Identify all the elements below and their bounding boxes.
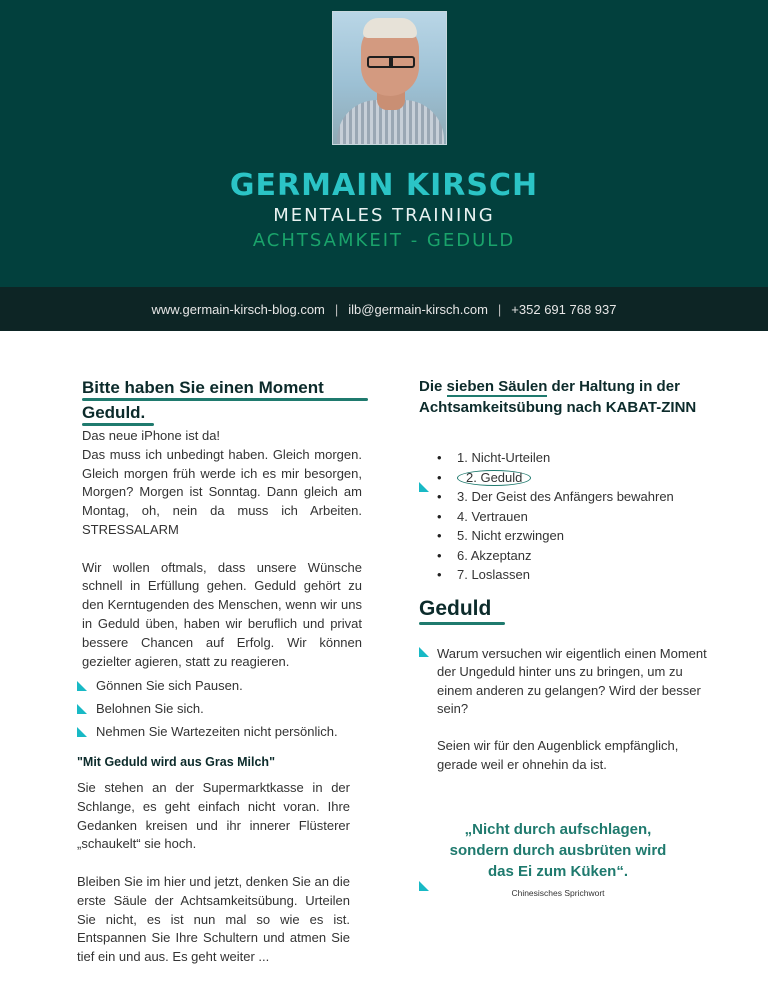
list-item-text: Nehmen Sie Wartezeiten nicht persönlich. (96, 724, 338, 740)
pillars-title-pre: Die (419, 378, 447, 395)
list-item (77, 697, 362, 720)
proverb-heading: "Mit Geduld wird aus Gras Milch" (77, 755, 275, 769)
arrow-bullet-icon (77, 681, 87, 691)
email-link[interactable]: ilb@germain-kirsch.com (348, 301, 488, 317)
left-heading-line2-wrap (82, 401, 362, 424)
pillars-block (419, 448, 719, 585)
pillars-title-highlight: sieben Säulen (446, 378, 548, 395)
here-and-now-paragraph: Bleiben Sie im hier und jetzt, denken Sie an die erste Säule der Achtsamkeitsübung. Urteilen Sie nicht, es ist nun mal so wie es ist. Entspannen Sie Ihre Schultern und atmen Sie tief ein und aus. Es geht weiter ... (77, 873, 350, 965)
spacer (82, 540, 362, 559)
arrow-bullet-icon (419, 482, 429, 492)
list-item: • 4. Vertrauen (437, 507, 719, 527)
intro-line: Das neue iPhone ist da! (82, 428, 221, 443)
list-item: • 7. Loslassen (437, 565, 719, 585)
arrow-bullet-icon (419, 647, 429, 657)
pillars-title (419, 376, 719, 418)
list-item (77, 674, 362, 697)
left-heading-line2: Geduld. (82, 403, 146, 422)
circled-pillar: 2. Geduld (457, 470, 531, 486)
contact-bar (0, 287, 768, 331)
right-column (419, 376, 719, 898)
list-item: • 3. Der Geist des Anfängers bewahren (437, 487, 719, 507)
pillars-title-post: der Haltung in der Achtsamkeitsübung nach KABAT-ZINN (419, 378, 697, 416)
phone-link[interactable]: +352 691 768 937 (511, 301, 617, 317)
left-heading (82, 376, 362, 399)
pillars-list (437, 448, 719, 585)
tips-list (82, 674, 362, 743)
quote-block (419, 819, 719, 898)
separator: | (497, 301, 502, 317)
list-item (77, 720, 362, 743)
left-column (82, 376, 362, 743)
arrow-bullet-icon (77, 727, 87, 737)
arrow-bullet-icon (419, 881, 429, 891)
left-column-lower (77, 755, 350, 967)
list-item (437, 468, 719, 488)
geduld-paragraph-1: Warum versuchen wir eigentlich einen Moment der Ungeduld hinter uns zu bringen, um zu einem anderen zu gelangen? Wird der besser sein? (437, 645, 707, 717)
glasses-shape (367, 56, 415, 68)
supermarket-paragraph: Sie stehen an der Supermarktkasse in der Schlange, es geht einfach nicht voran. Ihre Gedanken kreisen und ihr innerer Flüsterer „schaukelt“ sie hoch. (77, 780, 350, 852)
list-item: • 5. Nicht erzwingen (437, 526, 719, 546)
intro-paragraph: Das muss ich unbedingt haben. Gleich morgen. Gleich morgen früh werde ich es mir besorgen, Morgen? Morgen ist Sonntag. Dann gleich am Montag, oh, nein da muss ich Arbeiten. STRESSALARM (82, 446, 362, 537)
egg-quote: „Nicht durch aufschlagen, sondern durch ausbrüten wird das Ei zum Küken“. (449, 820, 667, 880)
spacer (77, 854, 350, 873)
header-banner (0, 0, 768, 287)
geduld-paragraph-2: Seien wir für den Augenblick empfänglich, gerade weil er ohnehin da ist. (437, 738, 679, 773)
left-heading-line1: Bitte haben Sie einen Moment (82, 378, 324, 397)
website-link[interactable]: www.germain-kirsch-blog.com (151, 301, 325, 317)
geduld-block (419, 645, 719, 775)
geduld-heading: Geduld (419, 596, 492, 620)
list-item-text: Belohnen Sie sich. (96, 701, 204, 717)
patience-paragraph: Wir wollen oftmals, dass unsere Wünsche schnell in Erfüllung gehen. Geduld gehört zu den Kerntugenden des Menschen, wenn wir uns in Geduld üben, haben wir beruflich und privat bessere Chancen auf Erfolg. Wir können gezielter agieren, statt zu reagieren. (82, 559, 362, 669)
portrait-photo (332, 11, 447, 145)
separator: | (334, 301, 339, 317)
quote-source: Chinesisches Sprichwort (511, 887, 605, 898)
hair-shape (363, 18, 417, 38)
subtitle-topic: ACHTSAMKEIT - GEDULD (252, 230, 516, 251)
arrow-bullet-icon (77, 704, 87, 714)
spacer (77, 769, 350, 779)
list-item-text: Gönnen Sie sich Pausen. (96, 678, 243, 694)
spacer (419, 719, 719, 738)
list-item: • 1. Nicht-Urteilen (437, 448, 719, 468)
list-item: • 6. Akzeptanz (437, 546, 719, 566)
subtitle-training: MENTALES TRAINING (273, 205, 495, 226)
geduld-underline (419, 622, 505, 625)
author-name: GERMAIN KIRSCH (229, 168, 539, 203)
